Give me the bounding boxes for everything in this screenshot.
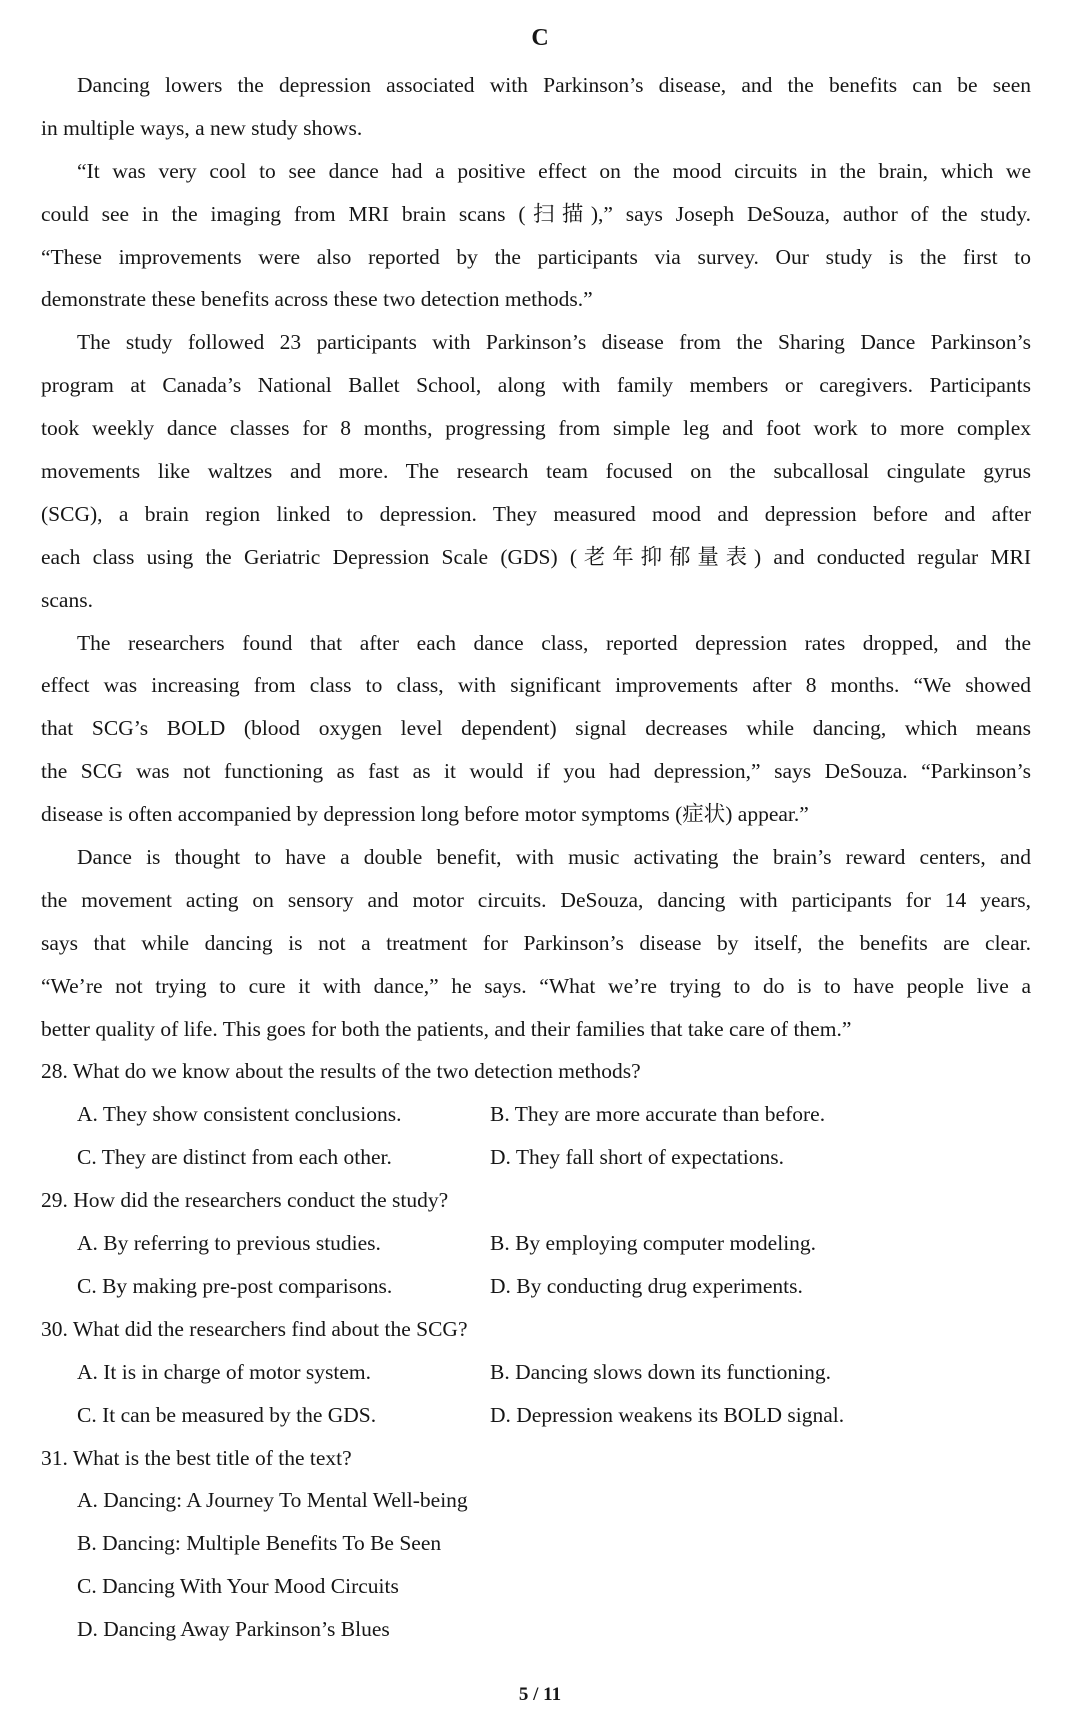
option-c[interactable]: C. Dancing With Your Mood Circuits [77,1574,399,1599]
paragraph-1 [41,64,1031,150]
paragraph-5 [41,836,1031,1050]
option-row [41,1351,1031,1394]
text-line: (SCG), a brain region linked to depression. They measured mood and depression before and after [41,501,1031,526]
text-line: The researchers found that after each dance class, reported depression rates dropped, and the [77,630,1031,655]
text-line: “We’re not trying to cure it with dance,” he says. “What we’re trying to do is to have people live a [41,973,1031,998]
question-stem: 30. What did the researchers find about the SCG? [41,1316,468,1341]
text-line: “It was very cool to see dance had a positive effect on the mood circuits in the brain, which we [77,158,1031,183]
option-d[interactable]: D. Depression weakens its BOLD signal. [490,1402,845,1427]
option-b[interactable]: B. Dancing slows down its functioning. [490,1359,831,1384]
passage-and-questions [41,64,1031,1651]
text-line: that SCG’s BOLD (blood oxygen level dependent) signal decreases while dancing, which means [41,716,1031,741]
option-row [41,1608,1031,1651]
text-line: The study followed 23 participants with Parkinson’s disease from the Sharing Dance Parkinson’s [77,330,1031,355]
option-row [41,1093,1031,1136]
text-line: “These improvements were also reported by the participants via survey. Our study is the first to [41,244,1031,269]
option-row [41,1136,1031,1179]
option-row [41,1565,1031,1608]
text-line: Dancing lowers the depression associated with Parkinson’s disease, and the benefits can be seen [77,73,1031,97]
paragraph-2 [41,150,1031,322]
option-b[interactable]: B. They are more accurate than before. [490,1102,826,1127]
paragraph-4 [41,622,1031,836]
paragraph-3 [41,321,1031,621]
option-a[interactable]: A. They show consistent conclusions. [77,1102,402,1127]
option-a[interactable]: A. It is in charge of motor system. [77,1359,371,1384]
section-heading: C [531,25,549,51]
text-line: could see in the imaging from MRI brain scans (扫描),” says Joseph DeSouza, author of the study. [41,201,1031,226]
option-a[interactable]: A. Dancing: A Journey To Mental Well-being [77,1488,468,1513]
option-row [41,1222,1031,1265]
option-a[interactable]: A. By referring to previous studies. [77,1231,381,1256]
question-28 [41,1050,1031,1179]
text-line: disease is often accompanied by depression long before motor symptoms (症状) appear.” [41,802,809,827]
page-number: 5 / 11 [518,1684,562,1705]
question-stem: 29. How did the researchers conduct the study? [41,1188,449,1213]
option-d[interactable]: D. They fall short of expectations. [490,1145,784,1170]
option-row [41,1394,1031,1437]
question-30 [41,1308,1031,1437]
question-29 [41,1179,1031,1308]
text-line: the SCG was not functioning as fast as it would if you had depression,” says DeSouza. “Parkinson’s [41,759,1031,784]
text-line: took weekly dance classes for 8 months, progressing from simple leg and foot work to more complex [41,416,1031,441]
option-c[interactable]: C. By making pre-post comparisons. [77,1273,393,1298]
text-line: in multiple ways, a new study shows. [41,115,363,140]
text-line: scans. [41,587,93,612]
question-stem: 28. What do we know about the results of the two detection methods? [41,1059,641,1084]
text-line: the movement acting on sensory and motor circuits. DeSouza, dancing with participants for 14 years, [41,887,1031,912]
option-c[interactable]: C. It can be measured by the GDS. [77,1402,377,1427]
text-line: Dance is thought to have a double benefit, with music activating the brain’s reward centers, and [77,845,1031,870]
question-stem: 31. What is the best title of the text? [41,1445,352,1470]
text-line: each class using the Geriatric Depression Scale (GDS) (老年抑郁量表) and conducted regular MRI [41,544,1031,569]
text-line: movements like waltzes and more. The research team focused on the subcallosal cingulate gyrus [41,459,1031,484]
option-row [41,1522,1031,1565]
text-line: effect was increasing from class to class, with significant improvements after 8 months. “We showed [41,673,1031,698]
option-b[interactable]: B. Dancing: Multiple Benefits To Be Seen [77,1531,442,1556]
text-line: better quality of life. This goes for both the patients, and their families that take care of them.” [41,1016,852,1041]
text-line: demonstrate these benefits across these two detection methods.” [41,287,593,312]
option-c[interactable]: C. They are distinct from each other. [77,1145,392,1170]
question-31 [41,1437,1031,1651]
option-b[interactable]: B. By employing computer modeling. [490,1231,817,1256]
text-line: program at Canada’s National Ballet School, along with family members or caregivers. Participants [41,373,1031,398]
text-line: says that while dancing is not a treatment for Parkinson’s disease by itself, the benefits are clear. [41,930,1031,955]
option-d[interactable]: D. Dancing Away Parkinson’s Blues [77,1617,390,1642]
option-row [41,1479,1031,1522]
option-d[interactable]: D. By conducting drug experiments. [490,1273,803,1298]
option-row [41,1265,1031,1308]
